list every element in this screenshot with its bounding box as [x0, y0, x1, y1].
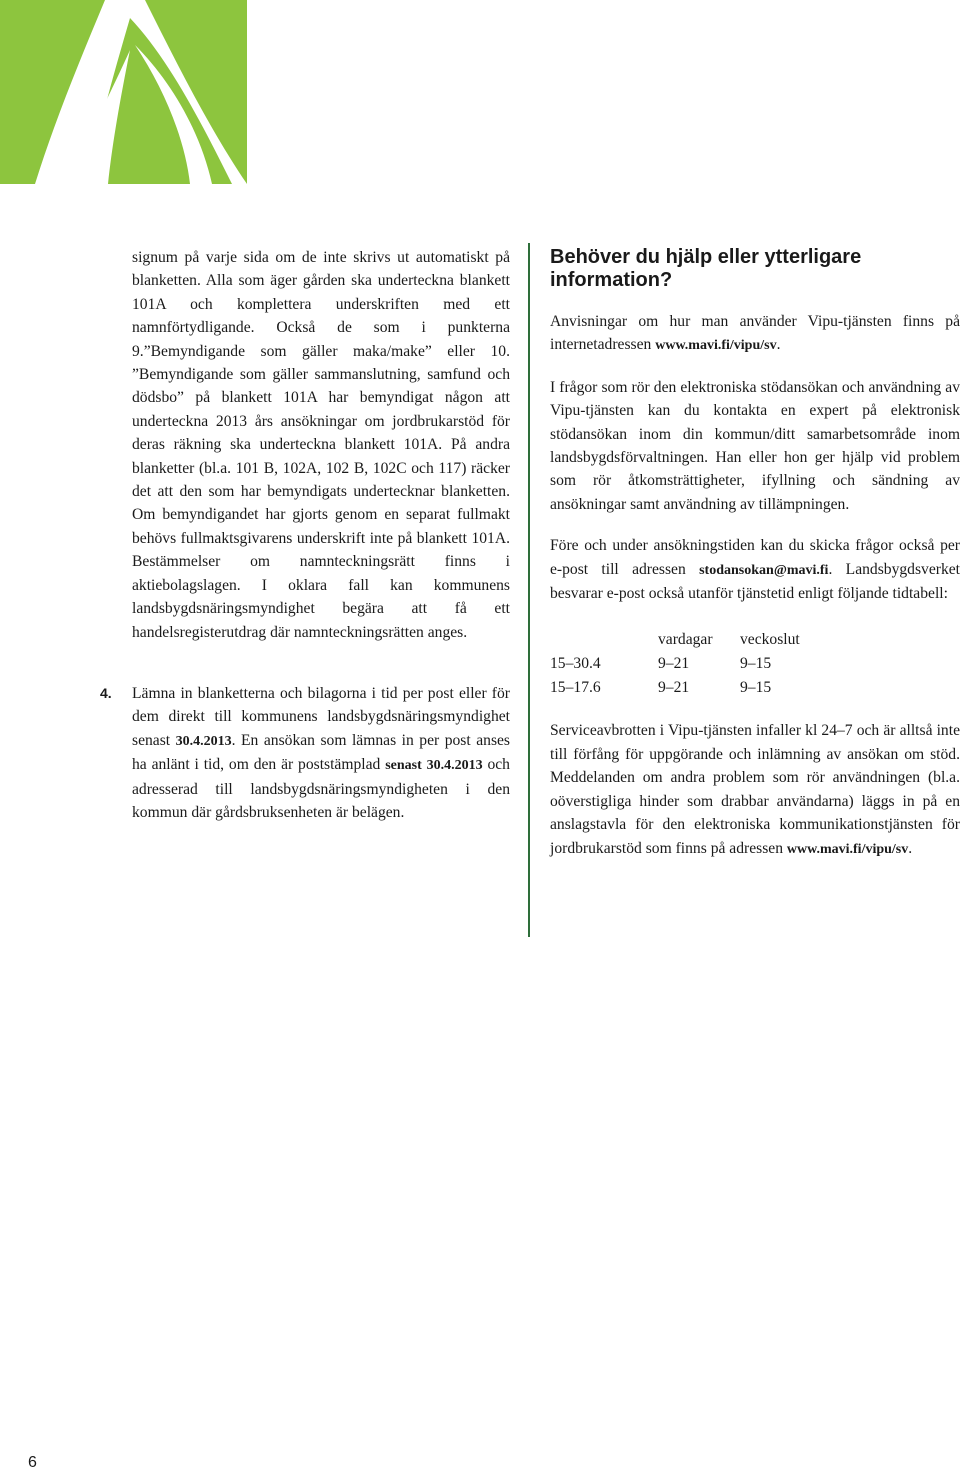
p3-text: Före och under ansökningstiden kan du skicka frågor också per e-post till adressen — [550, 537, 960, 578]
email-link[interactable]: stodansokan@mavi.fi — [699, 562, 829, 578]
schedule-header-weekend: veckoslut — [740, 630, 800, 648]
column-divider — [528, 243, 530, 937]
table-row — [550, 675, 800, 699]
p4-end: . — [908, 839, 913, 857]
schedule-table — [550, 627, 800, 699]
help-heading: Behöver du hjälp eller ytterligare information? — [550, 246, 862, 291]
help-paragraph-1 — [550, 310, 960, 358]
schedule-weekend: 9–15 — [740, 654, 772, 672]
list-item-4 — [100, 682, 510, 824]
p1-end: . — [776, 336, 781, 354]
help-paragraph-3 — [550, 534, 960, 605]
p1-text: Anvisningar om hur man använder Vipu-tjänsten finns på internetadressen — [550, 313, 960, 354]
schedule-weekdays: 9–21 — [658, 654, 690, 672]
item4-deadline-label: senast — [385, 758, 422, 774]
page-number: 6 — [28, 1454, 37, 1471]
corner-logo-graphic — [0, 0, 247, 184]
vipu-link-1[interactable]: www.mavi.fi/vipu/sv — [655, 338, 777, 354]
schedule-weekend: 9–15 — [740, 678, 772, 696]
item4-text-2: . En ansökan som lämnas in per post anses ha anlänt i tid, om den är poststämplad — [132, 731, 510, 774]
schedule-header-weekdays: vardagar — [658, 630, 713, 648]
help-paragraph-4 — [550, 719, 960, 860]
vipu-link-2[interactable]: www.mavi.fi/vipu/sv — [786, 841, 909, 857]
left-paragraph: signum på varje sida om de inte skrivs ut automatiskt på blanketten. Alla som äger gården ska underteckna blankett 101A och komplettera underskriften med ett namnförtydligande. Också de som i punkterna 9.”Bemyndigande som gäller maka/make” eller 10. ”Bemyndigande som gäller sammanslutning, samfund och dödsbo” på blankett 101A har bemyndigat någon att underteckna 2013 års ansökningar om jordbrukarstöd för deras räkning ska underteckna blankett 101A. På andra blanketter (bl.a. 101 B, 102A, 102 B, 102C och 117) räcker det att den som har bemyndigats undertecknar blanketten. Om bemyndigandet har gjorts genom en separat fullmakt behövs fullmaktsgivarens underskrift inte på blankett 101A. Bestämmelser om namnteckningsrätt finns i aktiebolagslagen. I oklara fall kan kommunens landsbygdsnäringsmyndighet begära att få ett handelsregisterutdrag där namnteckningsrätten anges. — [132, 249, 510, 641]
list-item-number: 4. — [100, 685, 112, 701]
p4-text: Serviceavbrotten i Vipu-tjänsten infaller kl 24–7 och är alltså inte till förfång för uppgörande och inlämning av ansökan om stöd. Meddelanden om andra problem som rör användningen (bl.a. oöverstigliga hinder som drabbar användarna) läggs in på en anslagstavla för den elektroniska kommunikationstjänsten för jordbrukarstöd som finns på adressen — [550, 722, 960, 857]
schedule-period: 15–17.6 — [550, 678, 601, 696]
list-item-text — [132, 682, 510, 824]
item4-text-1: Lämna in blanketterna och bilagorna i tid per post eller för dem direkt till kommunens landsbygdsnäringsmyndighet senast — [132, 685, 510, 749]
item4-date-1: 30.4.2013 — [175, 733, 232, 749]
item4-text-3: och adresserad till landsbygdsnäringsmyndigheten i den kommun där gårdsbruksenheten är belägen. — [132, 756, 510, 822]
schedule-weekdays: 9–21 — [658, 678, 690, 696]
left-column — [132, 246, 510, 644]
schedule-header-period — [550, 627, 658, 651]
schedule-header-row — [550, 627, 800, 651]
right-column — [550, 246, 960, 861]
item4-date-2: 30.4.2013 — [426, 758, 483, 774]
table-row — [550, 651, 800, 675]
p3-end: . Landsbygdsverket besvarar e-post också utanför tjänstetid enligt följande tidtabell: — [550, 560, 960, 603]
help-paragraph-2: I frågor som rör den elektroniska stödansökan och användning av Vipu-tjänsten kan du kontakta en expert på elektronisk stödansökan inom din kommun/ditt samarbetsområde inom landsbygdsförvaltningen. Han eller hon ger hjälp vid problem som rör åtkomsträttigheter, ifyllning och sändning av ansökningar samt användning av tillämpningen. — [550, 378, 960, 513]
schedule-period: 15–30.4 — [550, 654, 601, 672]
